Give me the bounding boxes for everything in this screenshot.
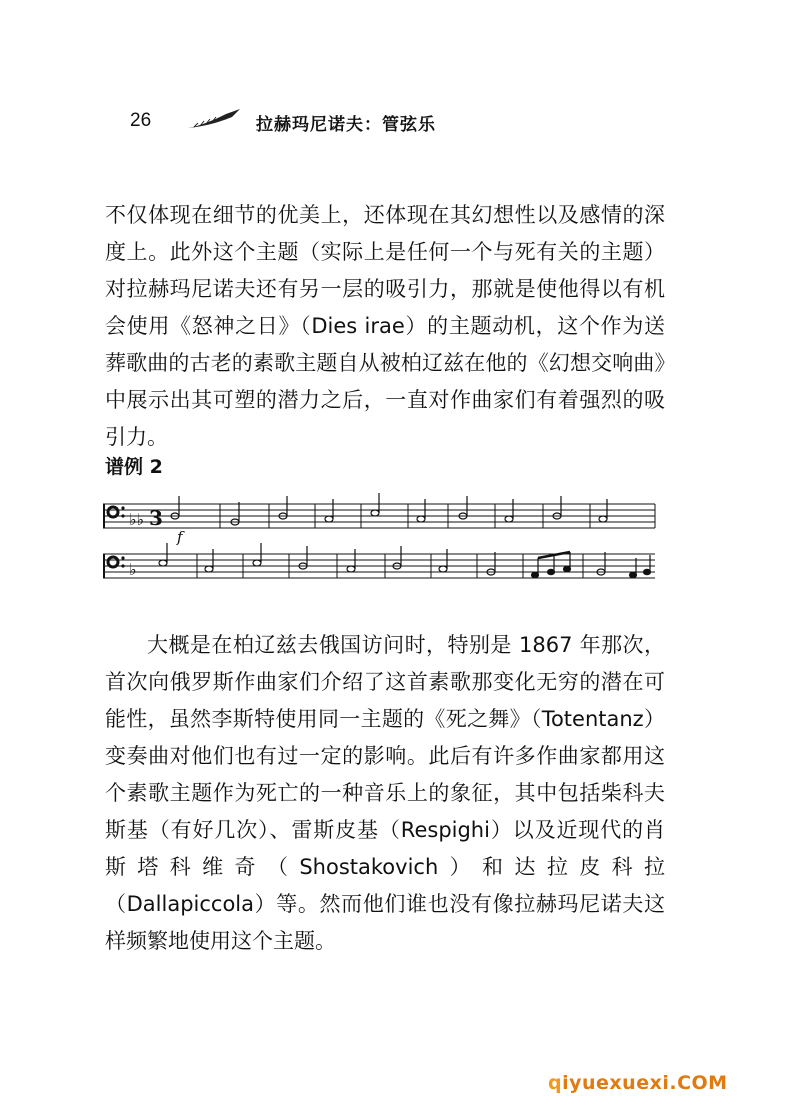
watermark-first-letter: q (548, 1072, 563, 1094)
svg-text:♭: ♭ (129, 560, 137, 579)
quill-ornament-icon (186, 108, 242, 132)
music-score (103, 492, 659, 588)
body-paragraph-2: 大概是在柏辽兹去俄国访问时，特别是 1867 年那次，首次向俄罗斯作曲家们介绍了这首素歌那变化无穷的潜在可能性，虽然李斯特使用同一主题的《死之舞》（Totentanz）变奏曲对他们也有过一定的影响。此后有许多作曲家都用这个素歌主题作为死亡的一种音乐上的象征，其中包括柴科夫斯基（有好几次）、雷斯皮基（Respighi）以及近现代的肖斯塔科维奇（Shostakovich）和达拉皮科拉（Dallapiccola）等。然而他们谁也没有像拉赫玛尼诺夫这样频繁地使用这个主题。 (105, 633, 665, 953)
watermark-domain: iyuexuexi.COM (562, 1072, 728, 1094)
dynamic-mark: f (177, 528, 183, 546)
svg-text:3: 3 (149, 506, 163, 530)
running-title: 拉赫玛尼诺夫：管弦乐 (256, 115, 436, 135)
svg-text:♭♭: ♭♭ (129, 510, 145, 529)
music-example-label: 谱例 2 (105, 456, 163, 478)
upper-staff-clef-icon (108, 506, 163, 530)
upper-staff-notes (171, 493, 607, 525)
lower-staff (103, 554, 655, 578)
site-watermark (548, 1072, 728, 1094)
page-number: 26 (130, 110, 152, 131)
body-paragraph-1: 不仅体现在细节的优美上，还体现在其幻想性以及感情的深度上。此外这个主题（实际上是任何一个与死有关的主题）对拉赫玛尼诺夫还有另一层的吸引力，那就是使他得以有机会使用《怒神之日》（Dies irae）的主题动机，这个作为送葬歌曲的古老的素歌主题自从被柏辽兹在他的《幻想交响曲》中展示出其可塑的潜力之后，一直对作曲家们有着强烈的吸引力。 (105, 203, 665, 449)
page-header (130, 108, 690, 142)
